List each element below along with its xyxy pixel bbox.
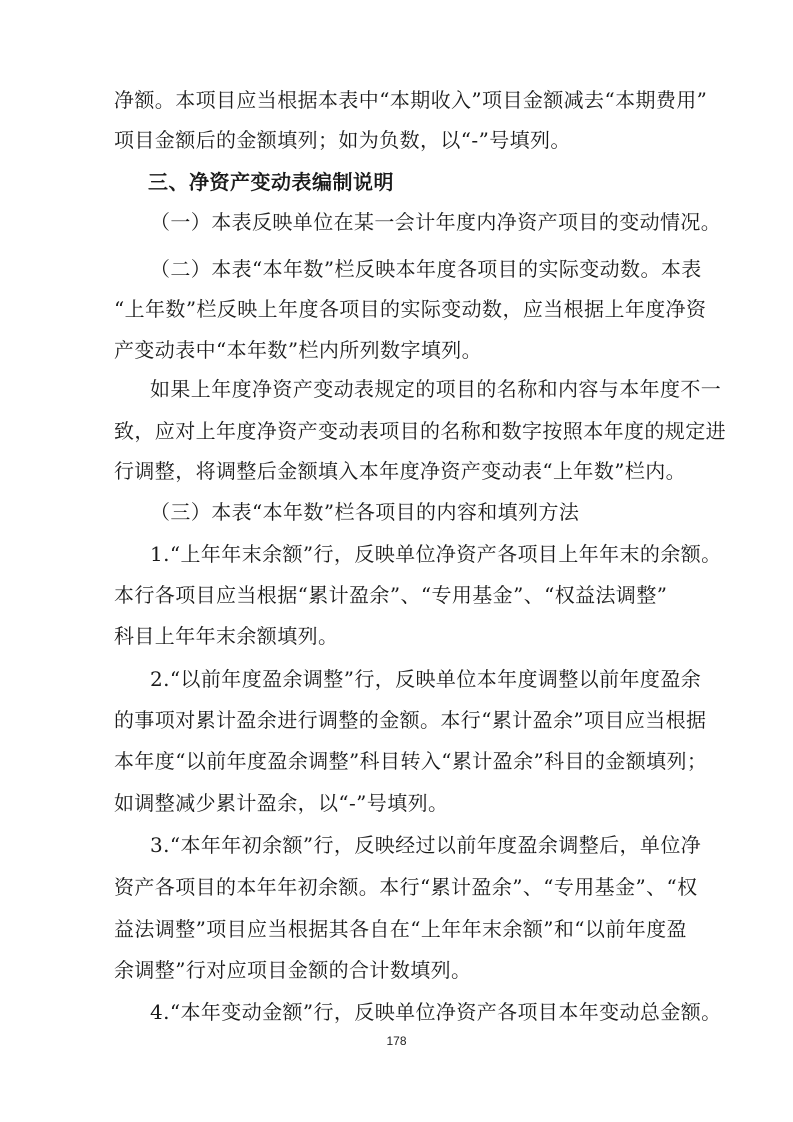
text-line: 如调整减少累计盈余，以“-”号填列。 [114,791,449,815]
text-line: 3.“本年年初余额”行，反映经过以前年度盈余调整后，单位净 [150,833,702,857]
text-line: 1.“上年年末余额”行，反映单位净资产各项目上年年末的余额。 [150,542,722,566]
page-number: 178 [386,1034,407,1048]
text-line: 的事项对累计盈余进行调整的金额。本行“累计盈余”项目应当根据 [114,708,707,732]
text-line: （一）本表反映单位在某一会计年度内净资产项目的变动情况。 [150,210,722,234]
text-line: 本行各项目应当根据“累计盈余”、“专用基金”、“权益法调整” [114,583,668,607]
text-line: 资产各项目的本年年初余额。本行“累计盈余”、“专用基金”、“权 [114,875,698,899]
text-line: 产变动表中“本年数”栏内所列数字填列。 [114,338,483,362]
text-line: 益法调整”项目应当根据其各自在“上年年末余额”和“以前年度盈 [114,917,687,941]
text-line: 项目金额后的金额填列；如为负数，以“-”号填列。 [114,128,571,152]
section-heading: 三、净资产变动表编制说明 [148,170,394,194]
text-line: 科目上年年末余额填列。 [114,624,339,648]
text-line: “上年数”栏反映上年度各项目的实际变动数，应当根据上年度净资 [114,297,707,321]
text-line: 致，应对上年度净资产变动表项目的名称和数字按照本年度的规定进 [114,419,726,443]
text-line: 净额。本项目应当根据本表中“本期收入”项目金额减去“本期费用” [114,88,708,112]
text-line: 余调整”行对应项目金额的合计数填列。 [114,958,472,982]
text-line: 本年度“以前年度盈余调整”科目转入“累计盈余”科目的金额填列； [114,749,708,773]
text-line: （二）本表“本年数”栏反映本年度各项目的实际变动数。本表 [150,257,702,281]
text-line: 行调整，将调整后金额填入本年度净资产变动表“上年数”栏内。 [114,459,687,483]
text-line: （三）本表“本年数”栏各项目的内容和填列方法 [150,500,580,524]
text-line: 4.“本年变动金额”行，反映单位净资产各项目本年变动总金额。 [150,1000,722,1024]
text-line: 2.“以前年度盈余调整”行，反映单位本年度调整以前年度盈余 [150,667,702,691]
text-line: 如果上年度净资产变动表规定的项目的名称和内容与本年度不一 [150,377,722,401]
